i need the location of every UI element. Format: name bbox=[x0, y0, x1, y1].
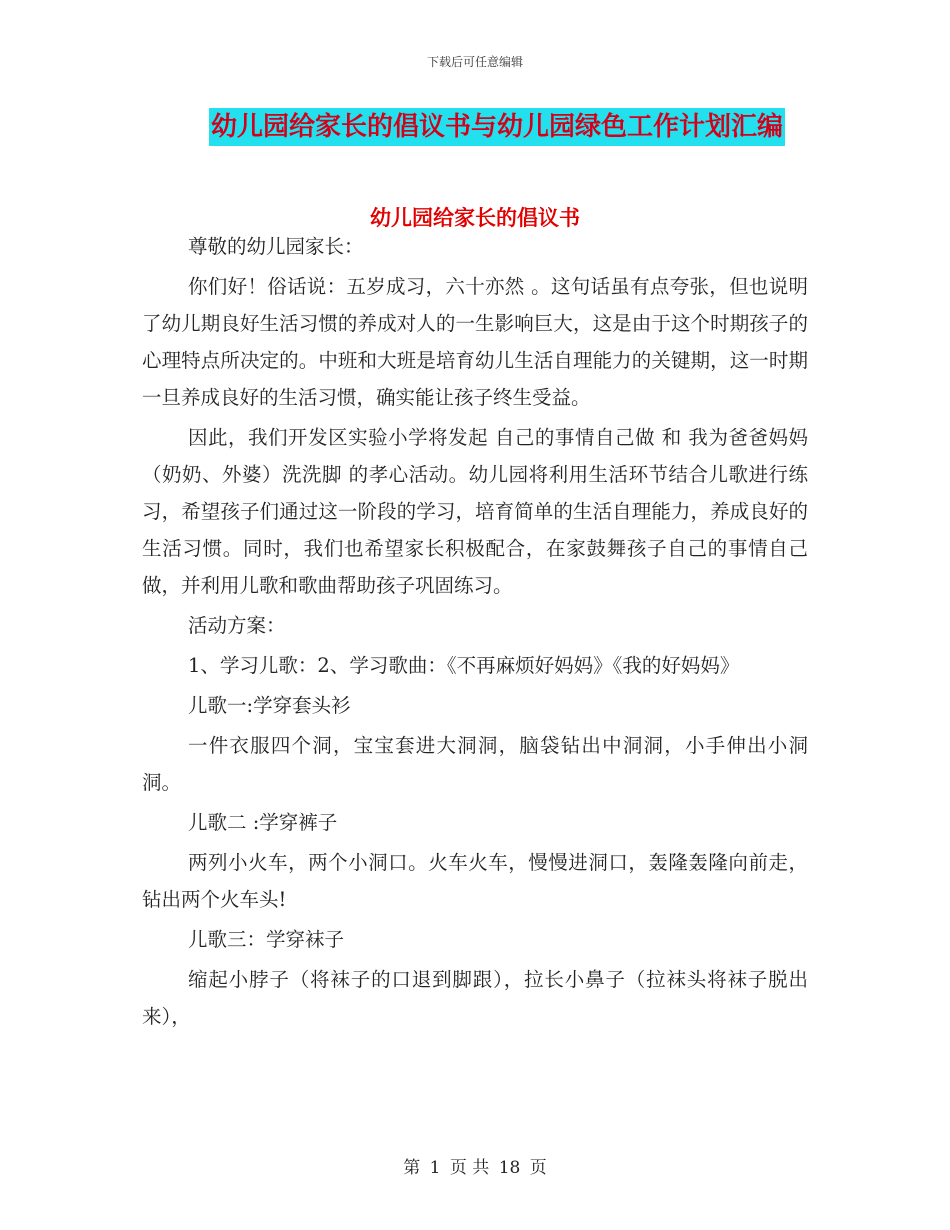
footer-page-number: 1 bbox=[429, 1158, 441, 1178]
footer-total-pages: 18 bbox=[498, 1158, 521, 1178]
paragraph-intro: 你们好！俗话说：五岁成习，六十亦然 。这句话虽有点夸张，但也说明了幼儿期良好生活习惯的养成对人的一生影响巨大，这是由于这个时期孩子的心理特点所决定的。中班和大班是培育幼儿生活自理能力的关键期，这一时期一旦养成良好的生活习惯，确实能让孩子终生受益。 bbox=[142, 275, 808, 409]
song-two-text: 两列小火车，两个小洞口。火车火车，慢慢进洞口，轰隆轰隆向前走，钻出两个火车头! bbox=[142, 851, 808, 911]
page-footer bbox=[0, 1153, 950, 1178]
document-title-container bbox=[0, 108, 950, 146]
activity-plan-heading: 活动方案： bbox=[188, 614, 286, 637]
salutation: 尊敬的幼儿园家长： bbox=[188, 235, 364, 258]
song-two-title: 儿歌二 :学穿裤子 bbox=[188, 811, 338, 834]
header-note: 下载后可任意编辑 bbox=[426, 55, 523, 69]
footer-mid: 页 共 bbox=[449, 1158, 490, 1178]
section-title: 幼儿园给家长的倡议书 bbox=[370, 205, 580, 230]
document-title: 幼儿园给家长的倡议书与幼儿园绿色工作计划汇编 bbox=[209, 108, 785, 146]
activity-plan-items: 1、学习儿歌：2、学习歌曲：《不再麻烦好妈妈》《我的好妈妈》 bbox=[188, 654, 740, 677]
song-one-text: 一件衣服四个洞，宝宝套进大洞洞，脑袋钻出中洞洞，小手伸出小洞洞。 bbox=[142, 734, 808, 794]
document-body bbox=[142, 228, 808, 1035]
paragraph-activity: 因此，我们开发区实验小学将发起 自己的事情自己做 和 我为爸爸妈妈（奶奶、外婆）洗洗脚 的孝心活动。幼儿园将利用生活环节结合儿歌进行练习，希望孩子们通过这一阶段的学习，培育简单的生活自理能力，养成良好的生活习惯。同时，我们也希望家长积极配合，在家鼓舞孩子自己的事情自己做，并利用儿歌和歌曲帮助孩子巩固练习。 bbox=[142, 426, 808, 597]
song-three-title: 儿歌三：学穿袜子 bbox=[188, 928, 345, 951]
footer-suffix: 页 bbox=[529, 1158, 547, 1178]
footer-prefix: 第 bbox=[403, 1158, 421, 1178]
song-one-title: 儿歌一:学穿套头衫 bbox=[188, 694, 351, 717]
song-three-text: 缩起小脖子（将袜子的口退到脚跟），拉长小鼻子（拉袜头将袜子脱出来）， bbox=[142, 968, 808, 1028]
